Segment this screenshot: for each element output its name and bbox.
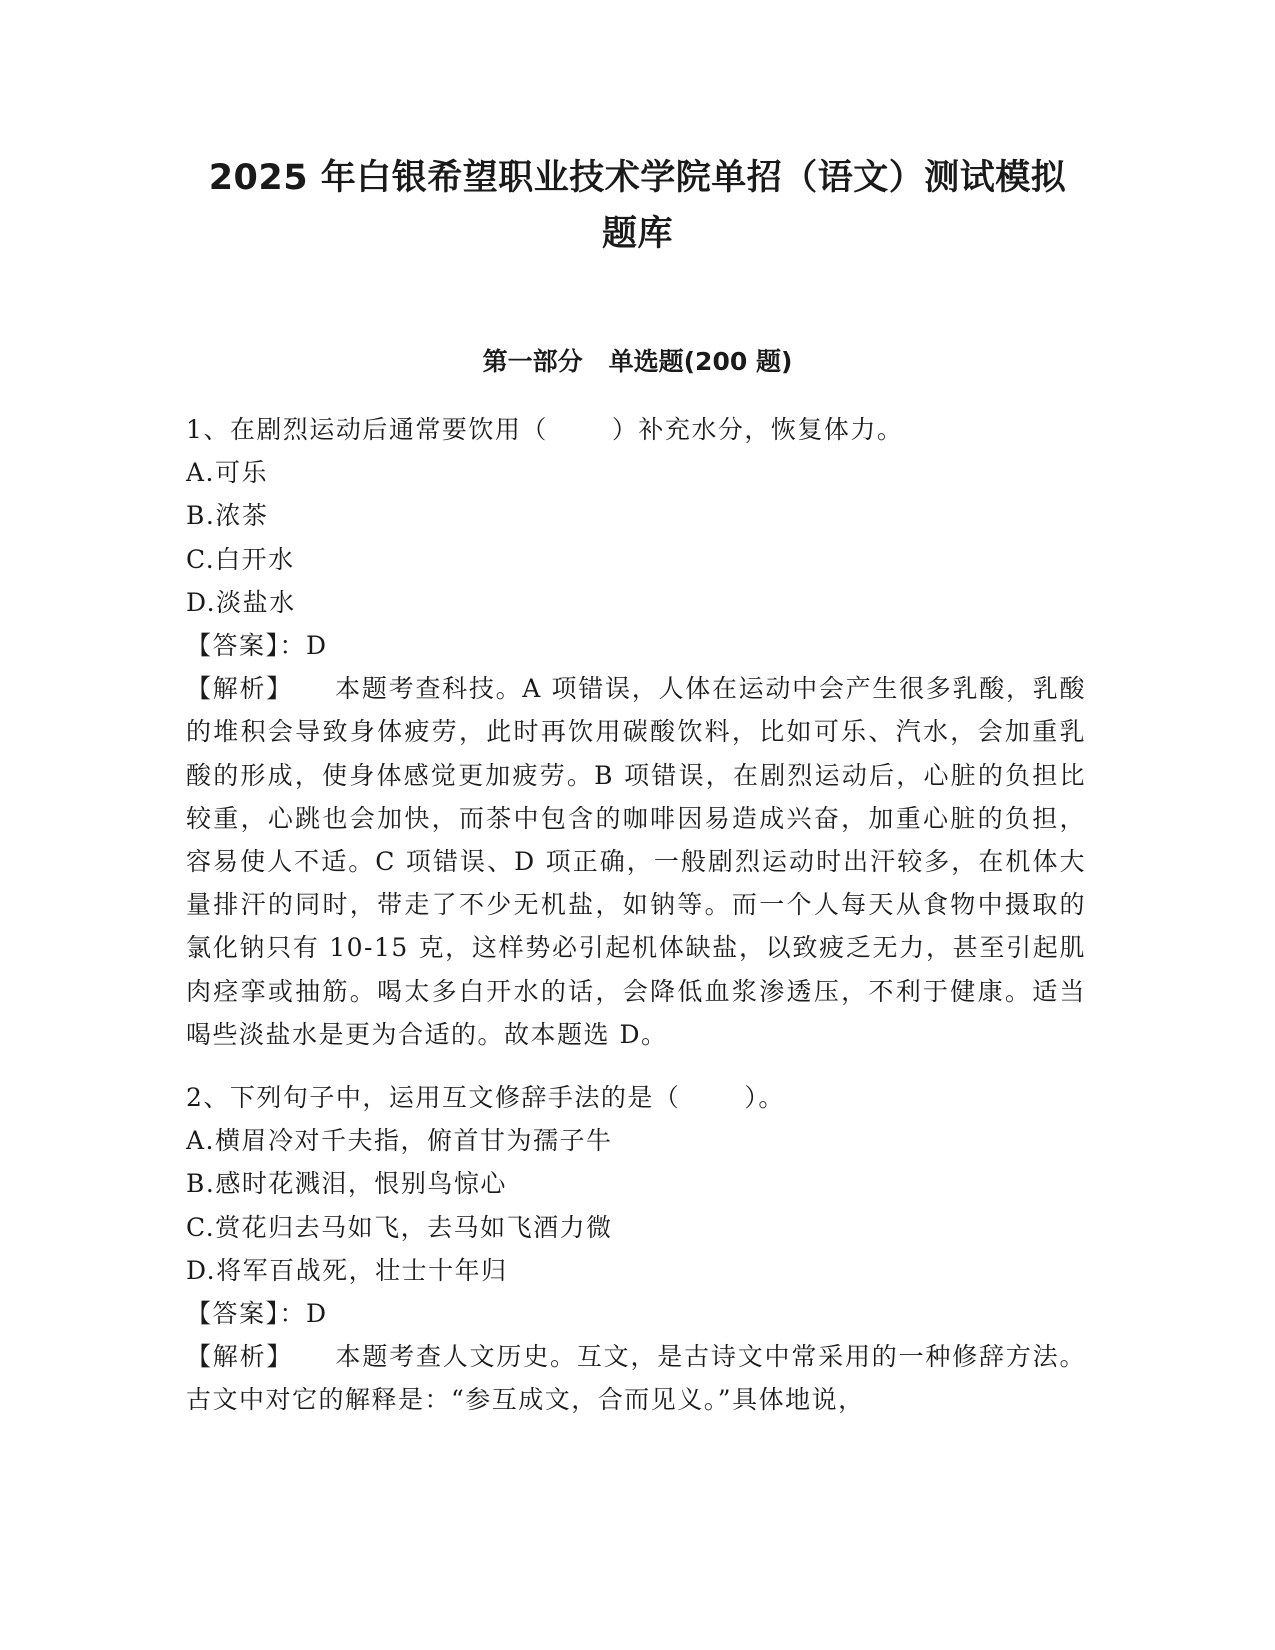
- question-stem-before: 1、在剧烈运动后通常要饮用（: [186, 415, 548, 444]
- question-stem-after: ）。: [744, 1083, 785, 1113]
- answer-value: D: [306, 1299, 328, 1329]
- analysis-text: 本题考查科技。A 项错误，人体在运动中会产生很多乳酸，乳酸的堆积会导致身体疲劳，此时再饮用碳酸饮料，比如可乐、汽水，会加重乳酸的形成，使身体感觉更加疲劳。B 项错误，在剧烈运动后，心脏的负担比较重，心跳也会加快，而茶中包含的咖啡因易造成兴奋，加重心脏的负担，容易使人不适。C 项错误、D 项正确，一般剧烈运动时出汗较多，在机体大量排汗的同时，带走了不少无机盐，如钠等。而一个人每天从食物中摄取的氯化钠只有 10-15 克，这样势必引起机体缺盐，以致疲乏无力，甚至引起肌肉痉挛或抽筋。喝太多白开水的话，会降低血浆渗透压，不利于健康。适当喝些淡盐水是更为合适的。故本题选 D。: [186, 674, 1086, 1049]
- analysis-text: 本题考查人文历史。互文，是古诗文中常采用的一种修辞方法。古文中对它的解释是：“参互成文，合而见义。”具体地说，: [186, 1342, 1086, 1415]
- option-a: A.横眉冷对千夫指，俯首甘为孺子牛: [186, 1126, 613, 1156]
- section-heading: [150, 344, 1125, 380]
- answer-label: 【答案】：: [186, 631, 307, 661]
- document-title-line-2: 题库: [601, 214, 673, 254]
- question-stem-before: 2、下列句子中，运用互文修辞手法的是（: [186, 1083, 681, 1113]
- answer-label: 【答案】：: [186, 1299, 307, 1329]
- section-name: 单选题(200 题): [608, 347, 793, 376]
- document-title-line-1: 2025 年白银希望职业技术学院单招（语文）测试模拟: [208, 158, 1067, 198]
- analysis-block: [186, 667, 1086, 1056]
- option-a: A.可乐: [186, 458, 269, 488]
- option-d: D.淡盐水: [186, 587, 296, 617]
- analysis-label: 【解析】: [186, 1342, 294, 1372]
- document-title: [150, 150, 1125, 262]
- option-b: B.浓茶: [186, 501, 269, 531]
- question-list: [186, 408, 1086, 1422]
- option-c: C.白开水: [186, 544, 295, 574]
- section-part: 第一部分: [482, 347, 583, 376]
- question-stem-after: ）补充水分，恢复体力。: [611, 415, 904, 444]
- option-d: D.将军百战死，壮士十年归: [186, 1255, 508, 1285]
- question-stem: [186, 1076, 1086, 1119]
- analysis-label: 【解析】: [186, 674, 293, 704]
- answer-line: [186, 624, 1086, 667]
- question-stem: [186, 408, 1086, 451]
- analysis-block: [186, 1335, 1086, 1421]
- question-2: [186, 1076, 1086, 1422]
- answer-line: [186, 1292, 1086, 1335]
- option-b: B.感时花溅泪，恨别鸟惊心: [186, 1169, 507, 1199]
- question-1: [186, 408, 1086, 1056]
- option-c: C.赏花归去马如飞，去马如飞酒力微: [186, 1212, 613, 1242]
- answer-value: D: [306, 631, 328, 661]
